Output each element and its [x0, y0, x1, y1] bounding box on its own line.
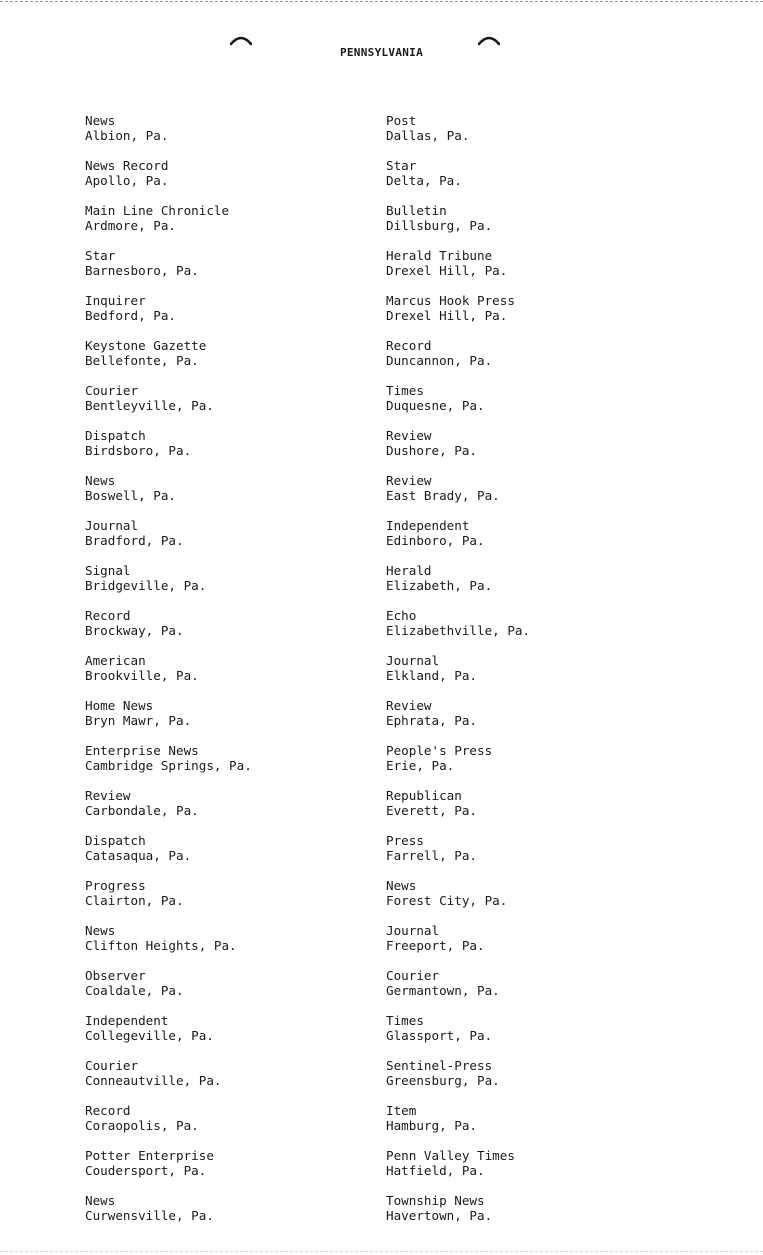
punch-hole-mark-right	[478, 34, 500, 46]
newspaper-entry	[386, 563, 716, 608]
newspaper-entry	[85, 338, 415, 383]
newspaper-name: Signal	[85, 563, 131, 578]
newspaper-name: Enterprise News	[85, 743, 199, 758]
newspaper-city: Ardmore, Pa.	[85, 218, 176, 233]
newspaper-entry	[85, 383, 415, 428]
newspaper-name: Times	[386, 383, 424, 398]
newspaper-entry	[85, 1013, 415, 1058]
newspaper-name: News	[386, 878, 417, 893]
newspaper-entry	[386, 698, 716, 743]
newspaper-city: Glassport, Pa.	[386, 1028, 493, 1043]
newspaper-name: Review	[85, 788, 131, 803]
newspaper-name: Record	[85, 1103, 131, 1118]
newspaper-name: News	[85, 923, 116, 938]
newspaper-city: Freeport, Pa.	[386, 938, 485, 953]
newspaper-city: Elizabeth, Pa.	[386, 578, 493, 593]
newspaper-name: News	[85, 473, 116, 488]
newspaper-entry	[386, 383, 716, 428]
newspaper-name: Press	[386, 833, 424, 848]
newspaper-name: Inquirer	[85, 293, 146, 308]
newspaper-entry	[85, 788, 415, 833]
newspaper-entry	[386, 518, 716, 563]
newspaper-city: Drexel Hill, Pa.	[386, 308, 508, 323]
newspaper-entry	[386, 428, 716, 473]
newspaper-entry	[85, 563, 415, 608]
newspaper-entry	[85, 743, 415, 788]
newspaper-entry	[386, 878, 716, 923]
newspaper-name: Observer	[85, 968, 146, 983]
newspaper-city: Collegeville, Pa.	[85, 1028, 214, 1043]
newspaper-city: Bellefonte, Pa.	[85, 353, 199, 368]
newspaper-city: Bryn Mawr, Pa.	[85, 713, 192, 728]
newspaper-name: Potter Enterprise	[85, 1148, 214, 1163]
newspaper-name: Sentinel-Press	[386, 1058, 493, 1073]
newspaper-name: Republican	[386, 788, 462, 803]
newspaper-name: Marcus Hook Press	[386, 293, 515, 308]
newspaper-city: Catasaqua, Pa.	[85, 848, 192, 863]
newspaper-entry	[386, 653, 716, 698]
newspaper-name: Record	[386, 338, 432, 353]
newspaper-city: Brockway, Pa.	[85, 623, 184, 638]
newspaper-city: Farrell, Pa.	[386, 848, 477, 863]
newspaper-city: Duncannon, Pa.	[386, 353, 493, 368]
newspaper-city: Hatfield, Pa.	[386, 1163, 485, 1178]
newspaper-name: Review	[386, 698, 432, 713]
newspaper-name: Herald Tribune	[386, 248, 493, 263]
newspaper-list-left	[85, 113, 415, 1238]
newspaper-entry	[85, 203, 415, 248]
newspaper-entry	[85, 293, 415, 338]
newspaper-city: Greensburg, Pa.	[386, 1073, 500, 1088]
newspaper-entry	[386, 923, 716, 968]
newspaper-entry	[386, 338, 716, 383]
newspaper-city: East Brady, Pa.	[386, 488, 500, 503]
newspaper-city: Bentleyville, Pa.	[85, 398, 214, 413]
newspaper-city: Bedford, Pa.	[85, 308, 176, 323]
newspaper-name: Bulletin	[386, 203, 447, 218]
newspaper-city: Barnesboro, Pa.	[85, 263, 199, 278]
newspaper-city: Bradford, Pa.	[85, 533, 184, 548]
newspaper-entry	[85, 158, 415, 203]
newspaper-entry	[85, 878, 415, 923]
newspaper-city: Edinboro, Pa.	[386, 533, 485, 548]
newspaper-city: Conneautville, Pa.	[85, 1073, 222, 1088]
newspaper-city: Duquesne, Pa.	[386, 398, 485, 413]
perforation-bottom	[0, 1251, 763, 1252]
newspaper-entry	[85, 923, 415, 968]
newspaper-name: Herald	[386, 563, 432, 578]
newspaper-entry	[386, 788, 716, 833]
newspaper-city: Albion, Pa.	[85, 128, 169, 143]
newspaper-entry	[85, 968, 415, 1013]
newspaper-entry	[386, 1103, 716, 1148]
newspaper-name: Penn Valley Times	[386, 1148, 515, 1163]
newspaper-entry	[386, 1193, 716, 1238]
newspaper-city: Clifton Heights, Pa.	[85, 938, 237, 953]
newspaper-entry	[386, 743, 716, 788]
punch-hole-mark-left	[230, 34, 252, 46]
newspaper-city: Dushore, Pa.	[386, 443, 477, 458]
newspaper-name: Main Line Chronicle	[85, 203, 230, 218]
newspaper-entry	[85, 1103, 415, 1148]
newspaper-name: Echo	[386, 608, 417, 623]
newspaper-city: Forest City, Pa.	[386, 893, 508, 908]
newspaper-name: Review	[386, 428, 432, 443]
newspaper-name: Journal	[85, 518, 139, 533]
newspaper-entry	[386, 1058, 716, 1103]
newspaper-name: People's Press	[386, 743, 493, 758]
newspaper-entry	[386, 968, 716, 1013]
newspaper-city: Erie, Pa.	[386, 758, 455, 773]
newspaper-city: Coaldale, Pa.	[85, 983, 184, 998]
newspaper-city: Drexel Hill, Pa.	[386, 263, 508, 278]
newspaper-city: Clairton, Pa.	[85, 893, 184, 908]
newspaper-city: Carbondale, Pa.	[85, 803, 199, 818]
page-title: PENNSYLVANIA	[339, 46, 424, 59]
newspaper-name: Review	[386, 473, 432, 488]
newspaper-entry	[85, 608, 415, 653]
newspaper-city: Everett, Pa.	[386, 803, 477, 818]
newspaper-entry	[386, 293, 716, 338]
newspaper-entry	[85, 1058, 415, 1103]
newspaper-entry	[386, 248, 716, 293]
newspaper-entry	[85, 113, 415, 158]
newspaper-entry	[386, 113, 716, 158]
newspaper-entry	[85, 653, 415, 698]
newspaper-city: Brookville, Pa.	[85, 668, 199, 683]
newspaper-city: Coraopolis, Pa.	[85, 1118, 199, 1133]
newspaper-name: Star	[85, 248, 116, 263]
newspaper-name: Township News	[386, 1193, 485, 1208]
newspaper-entry	[85, 428, 415, 473]
newspaper-city: Boswell, Pa.	[85, 488, 176, 503]
newspaper-name: Courier	[386, 968, 440, 983]
newspaper-city: Birdsboro, Pa.	[85, 443, 192, 458]
newspaper-name: Keystone Gazette	[85, 338, 207, 353]
newspaper-name: Courier	[85, 1058, 139, 1073]
newspaper-city: Havertown, Pa.	[386, 1208, 493, 1223]
newspaper-city: Hamburg, Pa.	[386, 1118, 477, 1133]
newspaper-entry	[85, 248, 415, 293]
newspaper-entry	[386, 1013, 716, 1058]
newspaper-name: Dispatch	[85, 428, 146, 443]
newspaper-city: Bridgeville, Pa.	[85, 578, 207, 593]
newspaper-name: Independent	[386, 518, 470, 533]
newspaper-name: Journal	[386, 923, 440, 938]
newspaper-name: Independent	[85, 1013, 169, 1028]
newspaper-entry	[85, 833, 415, 878]
newspaper-city: Ephrata, Pa.	[386, 713, 477, 728]
newspaper-entry	[85, 1193, 415, 1238]
newspaper-entry	[386, 203, 716, 248]
newspaper-entry	[386, 608, 716, 653]
newspaper-name: Courier	[85, 383, 139, 398]
newspaper-city: Curwensville, Pa.	[85, 1208, 214, 1223]
newspaper-city: Cambridge Springs, Pa.	[85, 758, 252, 773]
newspaper-name: Progress	[85, 878, 146, 893]
newspaper-name: Journal	[386, 653, 440, 668]
newspaper-name: News	[85, 113, 116, 128]
newspaper-entry	[85, 473, 415, 518]
newspaper-entry	[85, 518, 415, 563]
newspaper-entry	[386, 473, 716, 518]
newspaper-city: Elkland, Pa.	[386, 668, 477, 683]
newspaper-name: Times	[386, 1013, 424, 1028]
newspaper-entry	[386, 158, 716, 203]
newspaper-city: Coudersport, Pa.	[85, 1163, 207, 1178]
newspaper-entry	[386, 833, 716, 878]
newspaper-name: Home News	[85, 698, 154, 713]
perforation-top	[0, 1, 763, 2]
newspaper-name: Item	[386, 1103, 417, 1118]
newspaper-entry	[85, 1148, 415, 1193]
newspaper-name: Dispatch	[85, 833, 146, 848]
newspaper-city: Germantown, Pa.	[386, 983, 500, 998]
newspaper-name: Star	[386, 158, 417, 173]
newspaper-name: Post	[386, 113, 417, 128]
newspaper-entry	[85, 698, 415, 743]
newspaper-entry	[386, 1148, 716, 1193]
newspaper-list-right	[386, 113, 716, 1238]
newspaper-city: Dillsburg, Pa.	[386, 218, 493, 233]
newspaper-name: News	[85, 1193, 116, 1208]
newspaper-city: Dallas, Pa.	[386, 128, 470, 143]
newspaper-city: Delta, Pa.	[386, 173, 462, 188]
newspaper-city: Apollo, Pa.	[85, 173, 169, 188]
newspaper-city: Elizabethville, Pa.	[386, 623, 531, 638]
newspaper-name: Record	[85, 608, 131, 623]
newspaper-name: American	[85, 653, 146, 668]
newspaper-name: News Record	[85, 158, 169, 173]
